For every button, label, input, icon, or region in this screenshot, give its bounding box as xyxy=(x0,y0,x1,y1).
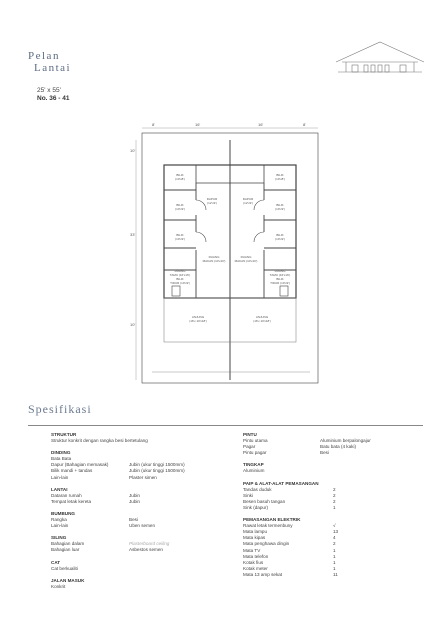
spec-key: Bahagian dalam xyxy=(51,541,85,547)
spec-key: Bahagian luar xyxy=(51,547,80,553)
spec-qty: √ xyxy=(333,523,336,529)
spec-heading-elektrik: PEMASANGAN ELEKTRIK xyxy=(243,517,301,523)
spec-value: Besi xyxy=(320,450,329,456)
plan-dim-top-2: 16' xyxy=(195,122,201,127)
room-right-8-size: (16'x 10'x18') xyxy=(253,319,271,323)
room-right-1-name: BILIK xyxy=(276,173,284,177)
spec-qty: 11 xyxy=(333,571,338,577)
spec-right-column xyxy=(243,432,428,578)
spec-title: Spesifikasi xyxy=(28,402,92,416)
room-left-7-size: TIDUR (10'x9') xyxy=(170,281,190,285)
spec-value: Jubin (ukur tinggi 1500mm) xyxy=(129,462,185,468)
room-right-3-size: (12'x9') xyxy=(243,201,253,205)
spec-key: Bilik mandi + tandas xyxy=(51,468,93,474)
room-left-2-name: BILIK xyxy=(176,203,184,207)
room-right-1-size: (10'x8') xyxy=(275,177,285,181)
spec-item: Sinki xyxy=(243,492,253,498)
spec-value: Asbestos semen xyxy=(129,547,163,553)
room-right-6-size: TAMU (16'x16') xyxy=(269,273,291,277)
plan-dim-left-1: 10' xyxy=(130,148,136,153)
room-left-5-name: BILIK xyxy=(176,233,184,237)
spec-text-struktur: Struktur konkrit dengan rangka besi bertetulang xyxy=(51,438,148,444)
room-left-4-name: RUANG xyxy=(208,255,220,259)
spec-item: Kotak fius xyxy=(243,559,264,565)
spec-value: Jubin (ukur tinggi 1500mm) xyxy=(129,468,185,474)
lot-size: 25' x 55' xyxy=(37,87,61,94)
room-right-2-size: (10'x9') xyxy=(275,207,285,211)
room-right-7-name: BILIK xyxy=(276,277,284,281)
room-left-6-name: RUANG xyxy=(174,269,186,273)
spec-key: Pintu pagar xyxy=(243,450,267,456)
spec-qty: 1 xyxy=(333,565,336,571)
room-right-4-size: MAKAN (10'x10') xyxy=(234,259,258,263)
room-left-7-name: BILIK xyxy=(176,277,184,281)
spec-heading-struktur: STRUKTUR xyxy=(51,432,77,437)
spec-qty: 2 xyxy=(333,498,336,504)
spec-text-tingkap: Aluminium xyxy=(243,468,265,474)
room-left-5-size: (10'x9') xyxy=(175,237,185,241)
spec-heading-pintu: PINTU xyxy=(243,432,257,437)
spec-qty: 2 xyxy=(333,486,336,492)
spec-key: Pagar xyxy=(243,444,256,450)
room-left-2-size: (10'x9') xyxy=(175,207,185,211)
plan-dim-top-3: 16' xyxy=(258,122,264,127)
spec-item: Mata telefon xyxy=(243,553,269,559)
spec-key: Rangka xyxy=(51,517,67,523)
room-left-4-size: MAKAN (10'x10') xyxy=(202,259,226,263)
spec-key: Pintu utama xyxy=(243,438,268,444)
spec-item: Mata penghawa dingin xyxy=(243,541,290,547)
room-right-8-name: ANJUNG xyxy=(255,315,269,319)
spec-qty: 1 xyxy=(333,559,336,565)
room-left-1-size: (10'x8') xyxy=(175,177,185,181)
room-left-8-size: (16'x 10'x18') xyxy=(189,319,207,323)
spec-key: Tempat letak kereta xyxy=(51,498,92,504)
spec-qty: 2 xyxy=(333,541,336,547)
spec-value: Plasterboard ceiling xyxy=(129,541,170,547)
brand-line-2: Lantai xyxy=(34,62,72,74)
spec-qty: 1 xyxy=(333,553,336,559)
spec-item: Mata 13 amp sekat xyxy=(243,571,283,577)
spec-heading-lantai: LANTAI xyxy=(51,486,68,492)
spec-heading-bumbung: BUMBUNG xyxy=(51,510,75,516)
spec-value: Plaster simen xyxy=(129,474,157,480)
spec-heading-jalan-masuk: JALAN MASUK xyxy=(51,577,85,583)
plan-dim-top-1: 8' xyxy=(152,122,155,127)
plan-dim-left-3: 10' xyxy=(130,322,136,327)
spec-value: Batu bata (4 kaki) xyxy=(320,444,357,450)
spec-key: Dataran rumah xyxy=(51,492,82,498)
section-divider xyxy=(28,425,423,426)
spec-item: Besen basuh tangan xyxy=(243,498,286,504)
spec-key: Lain-lain xyxy=(51,523,69,529)
spec-item: Kotak meter xyxy=(243,565,268,571)
spec-text-jalan-masuk: Konkrit xyxy=(51,583,66,589)
room-left-8-name: ANJUNG xyxy=(191,315,205,319)
spec-heading-cat: CAT xyxy=(51,559,61,565)
spec-item: Mata lampu xyxy=(243,529,268,535)
spec-key: Lain-lain xyxy=(51,474,69,480)
room-right-2-name: BILIK xyxy=(276,203,284,207)
spec-item: Mata TV xyxy=(243,547,261,553)
room-right-3-name: DAPUR xyxy=(242,197,254,201)
spec-left-column xyxy=(51,432,231,590)
spec-heading-tingkap: TINGKAP xyxy=(243,462,264,468)
spec-qty: 1 xyxy=(333,504,336,510)
spec-item: Sink (dapur) xyxy=(243,504,269,510)
spec-qty: 1 xyxy=(333,547,336,553)
lot-number: No. 36 - 41 xyxy=(37,95,70,102)
room-left-1-name: BILIK xyxy=(176,173,184,177)
room-left-3-size: (12'x9') xyxy=(207,201,217,205)
spec-heading-dinding: DINDING xyxy=(51,450,71,456)
room-left-6-size: TAMU (16'x16') xyxy=(169,273,191,277)
spec-value: Jubin xyxy=(129,498,140,504)
room-right-6-name: RUANG xyxy=(274,269,286,273)
room-right-5-name: BILIK xyxy=(276,233,284,237)
plan-dim-left-2: 33' xyxy=(130,232,136,237)
spec-item: Rawat letak termenbuny xyxy=(243,523,293,529)
room-right-4-name: RUANG xyxy=(240,255,252,259)
spec-value: Besi xyxy=(129,517,138,523)
spec-text-cat: Cat berkualiti xyxy=(51,565,78,571)
room-left-3-name: DAPUR xyxy=(206,197,218,201)
spec-item: Tandas duduk xyxy=(243,486,272,492)
room-right-7-size: TIDUR (10'x9') xyxy=(270,281,290,285)
spec-item: Mata kipas xyxy=(243,535,266,541)
spec-value: Uben semen xyxy=(129,523,156,529)
spec-qty: 2 xyxy=(333,492,336,498)
plan-dim-top-4: 8' xyxy=(303,122,306,127)
room-right-5-size: (10'x9') xyxy=(275,237,285,241)
spec-heading-paip: PAIP & ALAT-ALAT PEMASANGAN xyxy=(243,480,319,486)
spec-value: Aluminium berpalongajur xyxy=(320,438,371,444)
spec-heading-siling: SILING xyxy=(51,535,67,541)
brand-line-1: Pelan xyxy=(28,50,60,62)
spec-key: Dapur (Bahagian memasak) xyxy=(51,462,109,468)
spec-qty: 4 xyxy=(333,535,336,541)
spec-key: Bata Bata xyxy=(51,456,72,462)
spec-value: Jubin xyxy=(129,492,140,498)
spec-qty: 13 xyxy=(333,529,339,535)
